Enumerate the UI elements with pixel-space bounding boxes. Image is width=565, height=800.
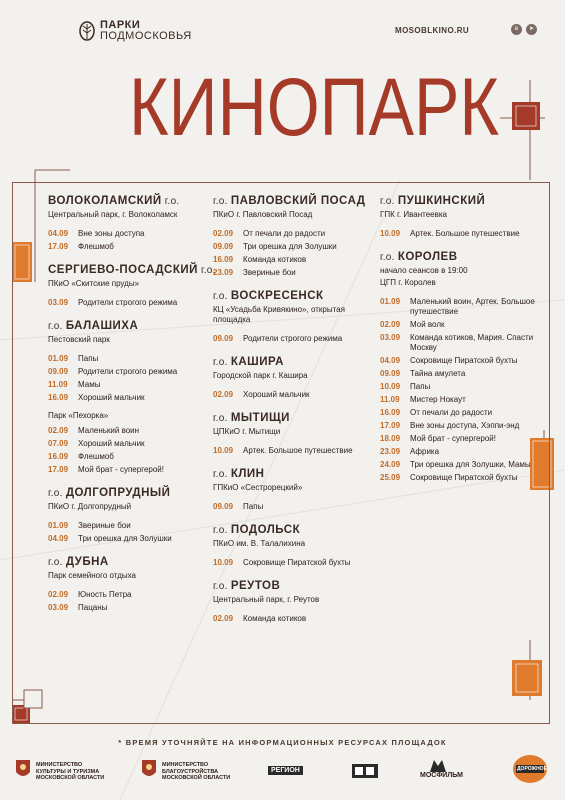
film-title: Маленький воин, Артек. Большое путешествие (410, 297, 535, 316)
district-title: МЫТИЩИ (230, 412, 290, 424)
district-prefix: г.о. (213, 291, 231, 302)
screening-date: 09.09 (48, 367, 69, 376)
mosfilm-monument-icon (426, 758, 450, 772)
district-name (48, 195, 218, 208)
screening-row (213, 390, 383, 400)
venue-name: Городской парк г. Кашира (213, 371, 308, 380)
moscow-region-emblem-icon (14, 758, 32, 780)
film-title: Сокровище Пиратской бухты (410, 356, 518, 365)
screening-row (380, 297, 550, 317)
screening-date: 02.09 (213, 614, 234, 623)
venue-name: ГПК г. Ивантеевка (380, 210, 447, 219)
screening-row (48, 603, 218, 613)
column-2 (213, 195, 383, 636)
film-title: Папы (78, 354, 99, 363)
district-title: СЕРГИЕВО-ПОСАДСКИЙ (48, 264, 198, 276)
website-link[interactable]: MOSOBLKINO.RU (395, 26, 470, 35)
screening-row (48, 380, 218, 390)
film-title: Команда котиков (243, 614, 307, 623)
film-title: Вне зоны доступа, Хэппи-энд (410, 421, 520, 430)
district-block (213, 195, 383, 278)
vk-icon[interactable]: в (511, 24, 522, 35)
screening-row (213, 229, 383, 239)
film-title: Три орешка для Золушки (243, 242, 337, 251)
screening-date: 17.09 (48, 465, 69, 474)
district-suffix: г.о. (161, 196, 180, 207)
screening-row (213, 255, 383, 265)
film-title: Артек. Большое путешествие (410, 229, 520, 238)
district-name (213, 195, 383, 208)
screening-row (213, 446, 383, 456)
film-title: Папы (243, 502, 264, 511)
film-title: Сокровище Пиратской бухты (243, 558, 351, 567)
screening-date: 02.09 (380, 320, 401, 329)
district-block (48, 264, 218, 308)
screening-row (380, 320, 550, 330)
screening-row (48, 229, 218, 239)
venue-name: Центральный парк, г. Волоколамск (48, 210, 178, 219)
screening-row (380, 434, 550, 444)
screening-row (213, 242, 383, 252)
screening-row (48, 590, 218, 600)
moscow-region-emblem-icon (140, 758, 158, 780)
screening-row (380, 229, 550, 239)
district-title: КАШИРА (230, 356, 284, 368)
film-title: От печали до радости (243, 229, 326, 238)
district-suffix: г.о. (197, 265, 216, 276)
film-title: Мистер Нокаут (410, 395, 466, 404)
screening-date: 07.09 (48, 439, 69, 448)
film-title: Хороший мальчик (243, 390, 310, 399)
venue-name: Центральный парк, г. Реутов (213, 595, 320, 604)
screening-date: 01.09 (380, 297, 401, 306)
screening-date: 16.09 (48, 393, 69, 402)
screening-date: 09.09 (213, 502, 234, 511)
venue-name: ПКиО «Скитские пруды» (48, 279, 140, 288)
film-title: От печали до радости (410, 408, 493, 417)
screening-date: 04.09 (48, 229, 69, 238)
session-note: начало сеансов в 19:00 (380, 266, 468, 275)
screening-row (48, 367, 218, 377)
screening-row (380, 382, 550, 392)
partner-region: РЕГИОН (268, 766, 303, 775)
telegram-icon[interactable]: ➤ (526, 24, 537, 35)
screening-date: 17.09 (380, 421, 401, 430)
district-block (48, 487, 218, 544)
venue-name: Пестовский парк (48, 335, 110, 344)
film-title: Вне зоны доступа (78, 229, 145, 238)
district-name (48, 487, 218, 500)
film-title: Родители строгого режима (78, 367, 178, 376)
district-prefix: г.о. (213, 469, 231, 480)
screening-date: 04.09 (48, 534, 69, 543)
district-title: ДОЛГОПРУДНЫЙ (65, 487, 171, 499)
logo-line2: ПОДМОСКОВЬЯ (100, 30, 192, 42)
district-prefix: г.о. (213, 357, 231, 368)
screening-row (213, 614, 383, 624)
film-title: Хороший мальчик (78, 439, 145, 448)
film-title: Хороший мальчик (78, 393, 145, 402)
screening-row (380, 408, 550, 418)
film-title: Флешмоб (78, 242, 114, 251)
screening-row (48, 439, 218, 449)
district-block (48, 320, 218, 475)
film-title: Мой брат - супергерой! (78, 465, 164, 474)
screening-date: 03.09 (48, 603, 69, 612)
district-name (213, 356, 383, 369)
film-title: Три орешка для Золушки, Мамы (410, 460, 531, 469)
screening-row (48, 465, 218, 475)
venue-name: ПКиО им. В. Талалихина (213, 539, 306, 548)
screening-row (48, 452, 218, 462)
venue-name: Парк семейного отдыха (48, 571, 136, 580)
district-prefix: г.о. (213, 581, 231, 592)
screening-date: 11.09 (380, 395, 400, 404)
district-block (213, 468, 383, 512)
screening-date: 16.09 (213, 255, 234, 264)
film-title: Артек. Большое путешествие (243, 446, 353, 455)
film-title: Сокровище Пиратской бухты (410, 473, 518, 482)
screening-date: 16.09 (48, 452, 69, 461)
district-block (213, 524, 383, 568)
screening-row (213, 334, 383, 344)
screening-row (380, 333, 550, 353)
partner-dorozhnoe: ДОРОЖНОЕ (517, 766, 547, 772)
footnote: * ВРЕМЯ УТОЧНЯЙТЕ НА ИНФОРМАЦИОННЫХ РЕСУРСАХ ПЛОЩАДОК (118, 738, 447, 747)
leaf-icon (78, 21, 96, 41)
district-block (380, 251, 550, 483)
district-title: ВОЛОКОЛАМСКИЙ (48, 195, 162, 207)
venue-name: ЦГП г. Королев (380, 278, 436, 287)
column-3 (380, 195, 550, 495)
district-title: БАЛАШИХА (65, 320, 139, 332)
district-name (380, 251, 550, 264)
venue-name: Парк «Пехорка» (48, 411, 109, 420)
district-block (380, 195, 550, 239)
screening-row (380, 369, 550, 379)
district-name (48, 556, 218, 569)
venue-name: ПКиО г. Долгопрудный (48, 502, 132, 511)
district-title: КЛИН (230, 468, 265, 480)
district-prefix: г.о. (380, 252, 398, 263)
film-title: Команда котиков (243, 255, 307, 264)
district-block (48, 195, 218, 252)
screening-date: 02.09 (48, 590, 69, 599)
district-name (213, 580, 383, 593)
film-icon (352, 764, 378, 778)
district-block (213, 412, 383, 456)
district-title: ДУБНА (65, 556, 109, 568)
film-title: Пацаны (78, 603, 108, 612)
screening-row (380, 395, 550, 405)
partner-ministry-improvement: МИНИСТЕРСТВО БЛАГОУСТРОЙСТВА МОСКОВСКОЙ ОБЛАСТИ (162, 762, 231, 781)
district-title: ПОДОЛЬСК (230, 524, 301, 536)
district-name (48, 320, 218, 333)
screening-date: 02.09 (48, 426, 69, 435)
partner-mosfilm: МОСФИЛЬМ (420, 772, 463, 779)
district-prefix: г.о. (48, 557, 66, 568)
district-prefix: г.о. (213, 196, 231, 207)
screening-date: 09.09 (380, 369, 401, 378)
film-title: Мой брат - супергерой! (410, 434, 496, 443)
district-name (213, 412, 383, 425)
district-prefix: г.о. (213, 525, 231, 536)
screening-date: 11.09 (48, 380, 68, 389)
screening-date: 01.09 (48, 354, 69, 363)
venue-name: КЦ «Усадьба Кривякино», открытая площадка (213, 305, 345, 324)
district-prefix: г.о. (48, 321, 66, 332)
screening-date: 10.09 (213, 558, 234, 567)
column-1 (48, 195, 218, 625)
venue-name: ГПКиО «Сестрорецкий» (213, 483, 303, 492)
screening-row (380, 421, 550, 431)
district-block (48, 556, 218, 613)
screening-row (48, 354, 218, 364)
film-title: Мой волк (410, 320, 445, 329)
film-title: Папы (410, 382, 431, 391)
film-title: Африка (410, 447, 440, 456)
district-prefix: г.о. (48, 488, 66, 499)
district-prefix: г.о. (213, 413, 231, 424)
film-title: Звериные бои (243, 268, 296, 277)
screening-row (213, 502, 383, 512)
film-title: Три орешка для Золушки (78, 534, 172, 543)
film-title: Юность Петра (78, 590, 132, 599)
screening-row (48, 521, 218, 531)
film-title: Родители строгого режима (78, 298, 178, 307)
screening-date: 17.09 (48, 242, 69, 251)
district-name (213, 468, 383, 481)
district-title: ВОСКРЕСЕНСК (230, 290, 324, 302)
screening-date: 18.09 (380, 434, 401, 443)
screening-row (380, 356, 550, 366)
logo-line1: ПАРКИ (100, 19, 141, 31)
page-title: КИНОПАРК (129, 62, 500, 153)
film-title: Флешмоб (78, 452, 114, 461)
screening-date: 23.09 (380, 447, 401, 456)
screening-row (48, 298, 218, 308)
screening-row (380, 447, 550, 457)
screening-date: 25.09 (380, 473, 401, 482)
venue-name: ЦПКиО г. Мытищи (213, 427, 281, 436)
screening-date: 02.09 (213, 390, 234, 399)
screening-date: 09.09 (213, 334, 234, 343)
screening-date: 23.09 (213, 268, 234, 277)
district-title: ПУШКИНСКИЙ (397, 195, 486, 207)
district-name (213, 290, 383, 303)
screening-row (213, 558, 383, 568)
screening-date: 16.09 (380, 408, 401, 417)
screening-date: 03.09 (48, 298, 69, 307)
screening-date: 01.09 (48, 521, 69, 530)
screening-date: 02.09 (213, 229, 234, 238)
parks-logo (78, 20, 192, 42)
screening-date: 04.09 (380, 356, 401, 365)
film-title: Родители строгого режима (243, 334, 343, 343)
venue-name: ПКиО г. Павловский Посад (213, 210, 313, 219)
screening-row (48, 242, 218, 252)
screening-date: 03.09 (380, 333, 401, 342)
screening-row (213, 268, 383, 278)
district-title: КОРОЛЕВ (397, 251, 458, 263)
screening-date: 10.09 (380, 229, 401, 238)
district-block (213, 290, 383, 344)
partner-ministry-culture: МИНИСТЕРСТВО КУЛЬТУРЫ И ТУРИЗМА МОСКОВСКОЙ ОБЛАСТИ (36, 762, 105, 781)
screening-date: 10.09 (380, 382, 401, 391)
district-block (213, 356, 383, 400)
film-title: Звериные бои (78, 521, 131, 530)
screening-row (48, 426, 218, 436)
district-block (213, 580, 383, 624)
screening-row (380, 473, 550, 483)
district-title: ПАВЛОВСКИЙ ПОСАД (230, 195, 366, 207)
film-title: Маленький воин (78, 426, 140, 435)
district-title: РЕУТОВ (230, 580, 281, 592)
screening-date: 24.09 (380, 460, 401, 469)
film-title: Тайна амулета (410, 369, 466, 378)
district-name (213, 524, 383, 537)
screening-date: 10.09 (213, 446, 234, 455)
district-name (380, 195, 550, 208)
screening-row (48, 393, 218, 403)
film-title: Команда котиков, Мария. Спасти Москву (410, 333, 534, 352)
screening-date: 09.09 (213, 242, 234, 251)
screening-row (48, 534, 218, 544)
film-title: Мамы (78, 380, 101, 389)
district-name (48, 264, 218, 277)
district-prefix: г.о. (380, 196, 398, 207)
screening-row (380, 460, 550, 470)
